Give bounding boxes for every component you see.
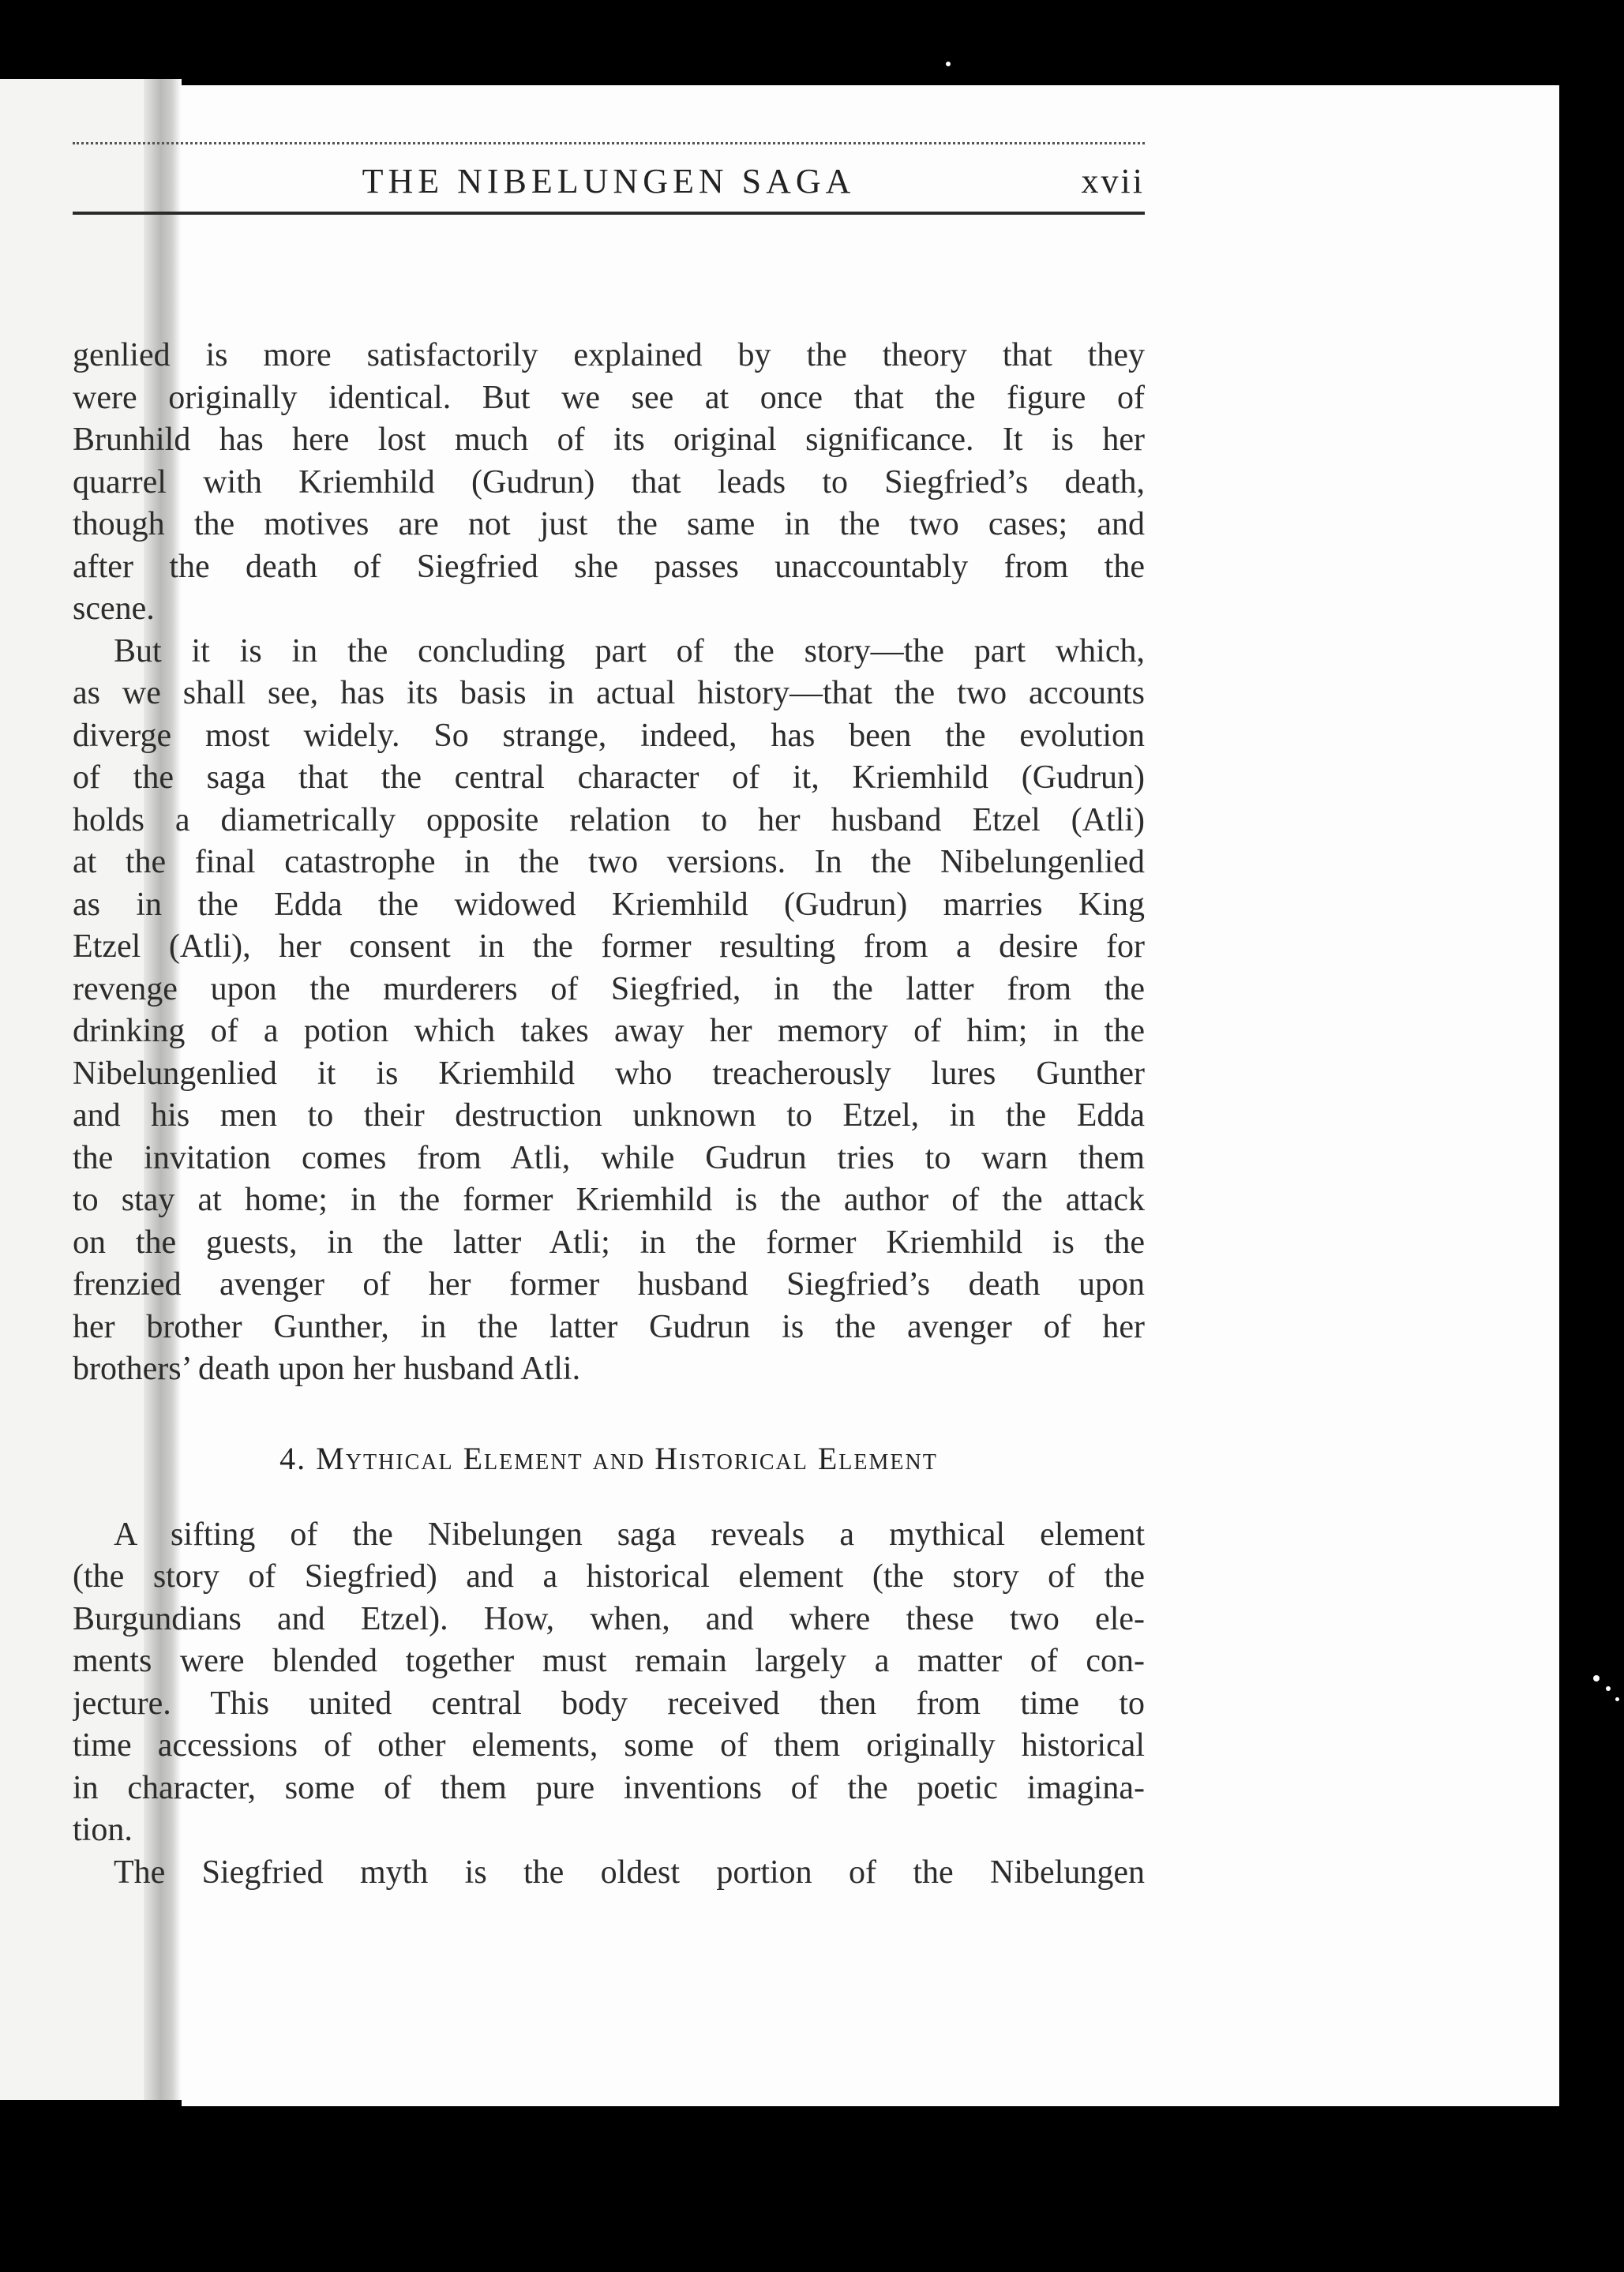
text-line: at the final catastrophe in the two versions. In the Nibelungenlied [73,844,1145,880]
text-line: scene. [73,590,155,627]
text-line: holds a diametrically opposite relation to her husband Etzel (Atli) [73,801,1145,838]
text-line: revenge upon the murderers of Siegfried, in the latter from the [73,970,1145,1007]
paragraph-2 [73,631,1145,1391]
running-head-title: THE NIBELUNGEN SAGA [362,162,856,201]
text-line: (the story of Siegfried) and a historical element (the story of the [73,1558,1145,1595]
page-number: xvii [1081,162,1145,201]
text-line: Burgundians and Etzel). How, when, and where these two ele- [73,1600,1145,1637]
text-line: quarrel with Kriemhild (Gudrun) that leads to Siegfried’s death, [73,463,1145,501]
text-line: Etzel (Atli), her consent in the former resulting from a desire for [73,928,1145,965]
header-dotted-rule [73,142,1145,144]
text-line: her brother Gunther, in the latter Gudrun is the avenger of her [73,1308,1145,1345]
text-line: genlied is more satisfactorily explained by the theory that they [73,337,1145,373]
text-line: time accessions of other elements, some of them originally historical [73,1727,1145,1764]
paragraph-3 [73,1514,1145,1852]
text-line: were originally identical. But we see at once that the figure of [73,379,1145,416]
text-line: A sifting of the Nibelungen saga reveals a mythical element [114,1516,1145,1553]
text-line: Nibelungenlied it is Kriemhild who treacherously lures Gunther [73,1055,1145,1092]
paragraph-4 [73,1852,1145,1895]
text-line: in character, some of them pure inventions of the poetic imagina- [73,1769,1145,1806]
text-line: ments were blended together must remain largely a matter of con- [73,1643,1145,1679]
text-line: after the death of Siegfried she passes unaccountably from the [73,548,1145,585]
body-text [73,335,1145,1894]
scan-speck [1606,1686,1611,1691]
scan-speck [1615,1697,1619,1701]
text-line: But it is in the concluding part of the story—the part which, [114,632,1145,669]
text-line: frenzied avenger of her former husband Siegfried’s death upon [73,1266,1145,1303]
text-line: the invitation comes from Atli, while Gudrun tries to warn them [73,1139,1145,1176]
text-line: on the guests, in the latter Atli; in the former Kriemhild is the [73,1224,1145,1261]
text-line: of the saga that the central character of it, Kriemhild (Gudrun) [73,759,1145,796]
section-heading: 4. Mythical Element and Historical Element [279,1440,938,1476]
text-line: diverge most widely. So strange, indeed, has been the evolution [73,717,1145,754]
scan-speck [946,62,951,66]
text-line: though the motives are not just the same in the two cases; and [73,506,1145,542]
text-line: brothers’ death upon her husband Atli. [73,1351,581,1387]
text-line: tion. [73,1812,133,1848]
text-line: The Siegfried myth is the oldest portion of the Nibelungen [114,1854,1145,1891]
scan-speck [1593,1675,1600,1682]
text-line: drinking of a potion which takes away her memory of him; in the [73,1013,1145,1049]
text-line: and his men to their destruction unknown to Etzel, in the Edda [73,1097,1145,1134]
text-line: Brunhild has here lost much of its original significance. It is her [73,422,1145,458]
text-line: to stay at home; in the former Kriemhild is the author of the attack [73,1182,1145,1218]
header-rule [73,212,1145,215]
paragraph-1 [73,335,1145,631]
running-head [73,142,1145,308]
text-line: as in the Edda the widowed Kriemhild (Gudrun) marries King [73,886,1145,923]
text-line: as we shall see, has its basis in actual history—that the two accounts [73,675,1145,711]
text-line: jecture. This united central body received then from time to [73,1685,1145,1722]
